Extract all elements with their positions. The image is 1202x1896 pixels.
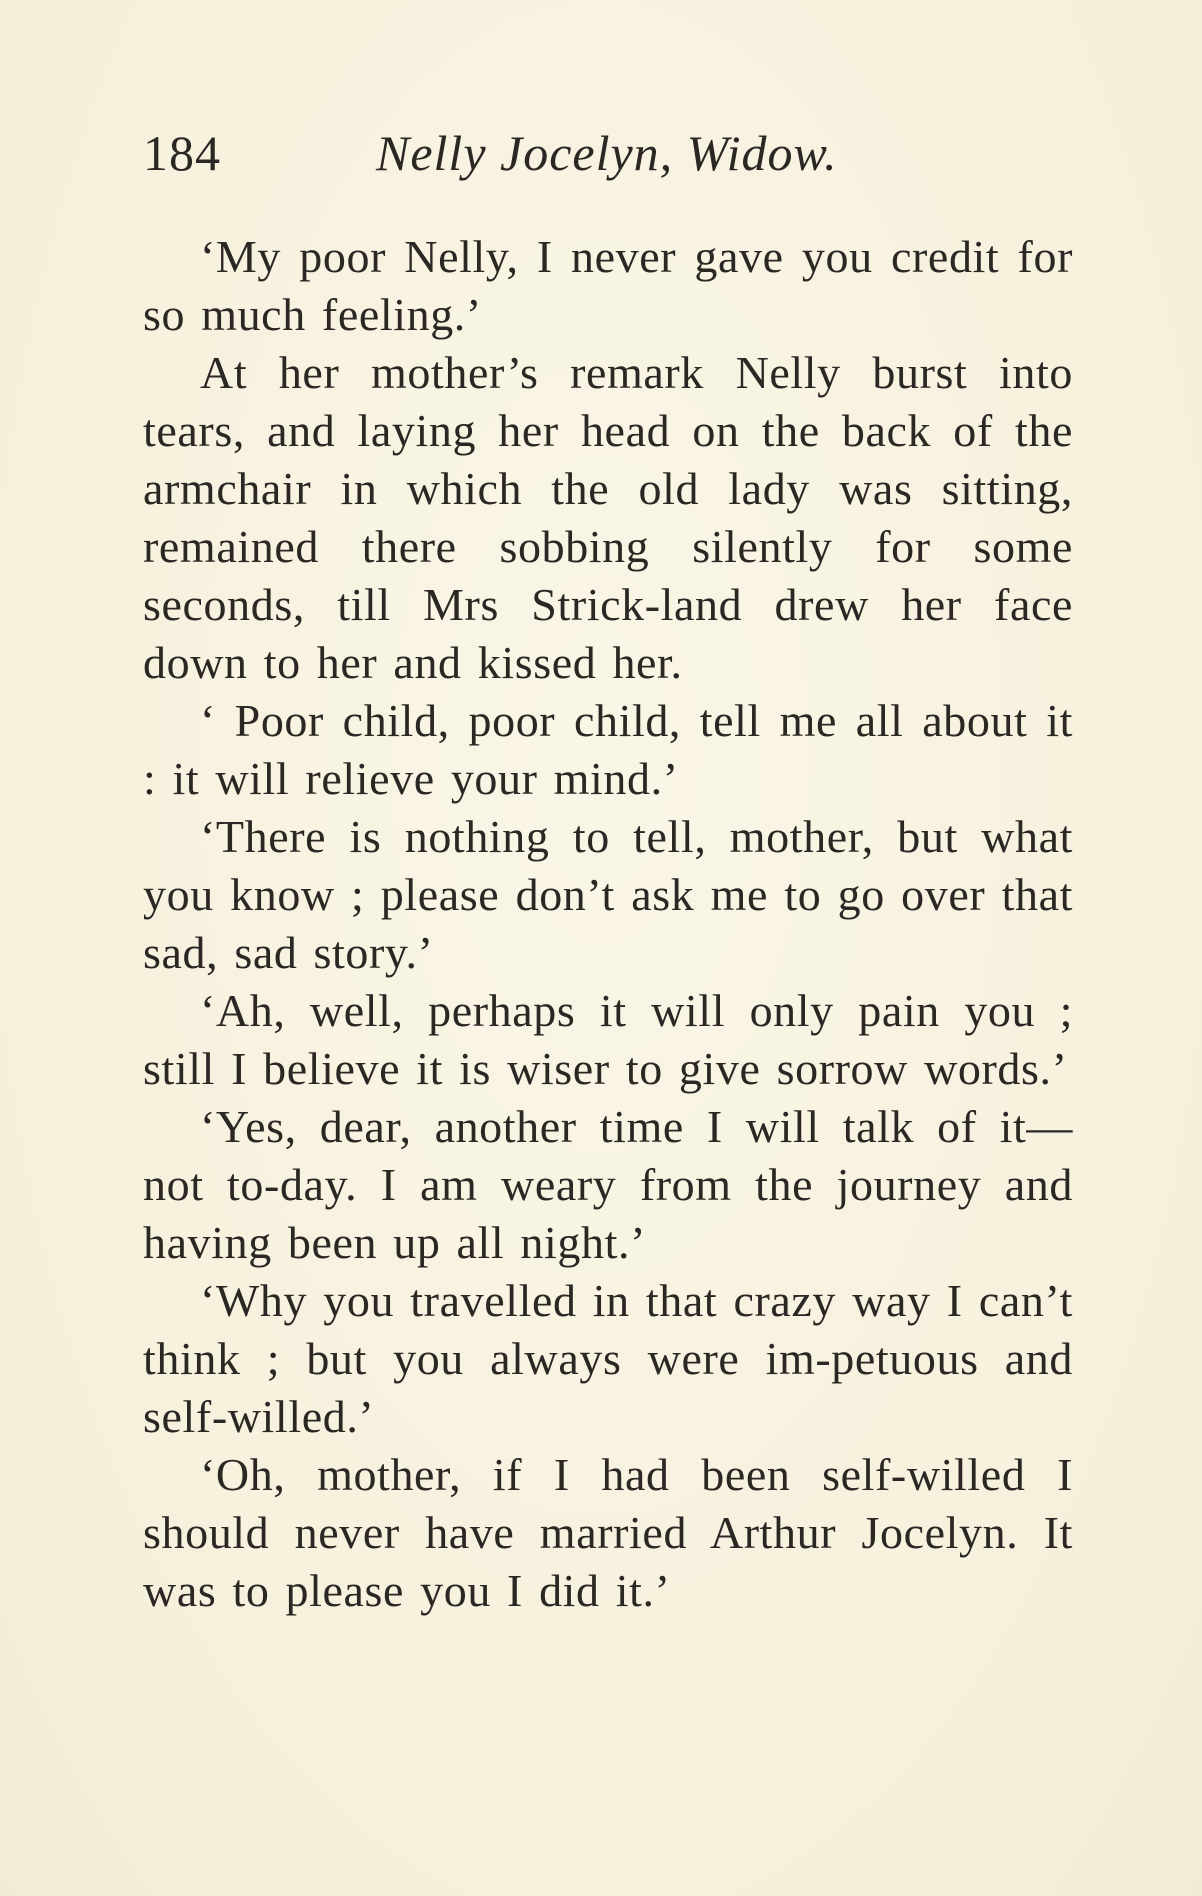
paragraph: ‘Yes, dear, another time I will talk of it—not to-day. I am weary from the journey and having been up all night.’ [143, 1101, 1073, 1268]
page-header [143, 118, 903, 188]
body-text [143, 228, 1073, 1620]
page-number: 184 [143, 125, 221, 181]
paragraph: ‘Ah, well, perhaps it will only pain you ; still I believe it is wiser to give sorrow words.’ [143, 985, 1073, 1094]
paragraph: ‘ Poor child, poor child, tell me all about it : it will relieve your mind.’ [143, 695, 1073, 804]
paragraph: ‘Oh, mother, if I had been self-willed I should never have married Arthur Jocelyn. It was to please you I did it.’ [143, 1449, 1073, 1616]
running-title: Nelly Jocelyn, Widow. [376, 125, 838, 181]
paragraph: ‘There is nothing to tell, mother, but what you know ; please don’t ask me to go over that sad, sad story.’ [143, 811, 1073, 978]
paragraph: At her mother’s remark Nelly burst into tears, and laying her head on the back of the armchair in which the old lady was sitting, remained there sobbing silently for some seconds, till Mrs Strick-land drew her face down to her and kissed her. [143, 347, 1073, 688]
paragraph: ‘My poor Nelly, I never gave you credit for so much feeling.’ [143, 231, 1073, 340]
paragraph: ‘Why you travelled in that crazy way I can’t think ; but you always were im-petuous and self-willed.’ [143, 1275, 1073, 1442]
